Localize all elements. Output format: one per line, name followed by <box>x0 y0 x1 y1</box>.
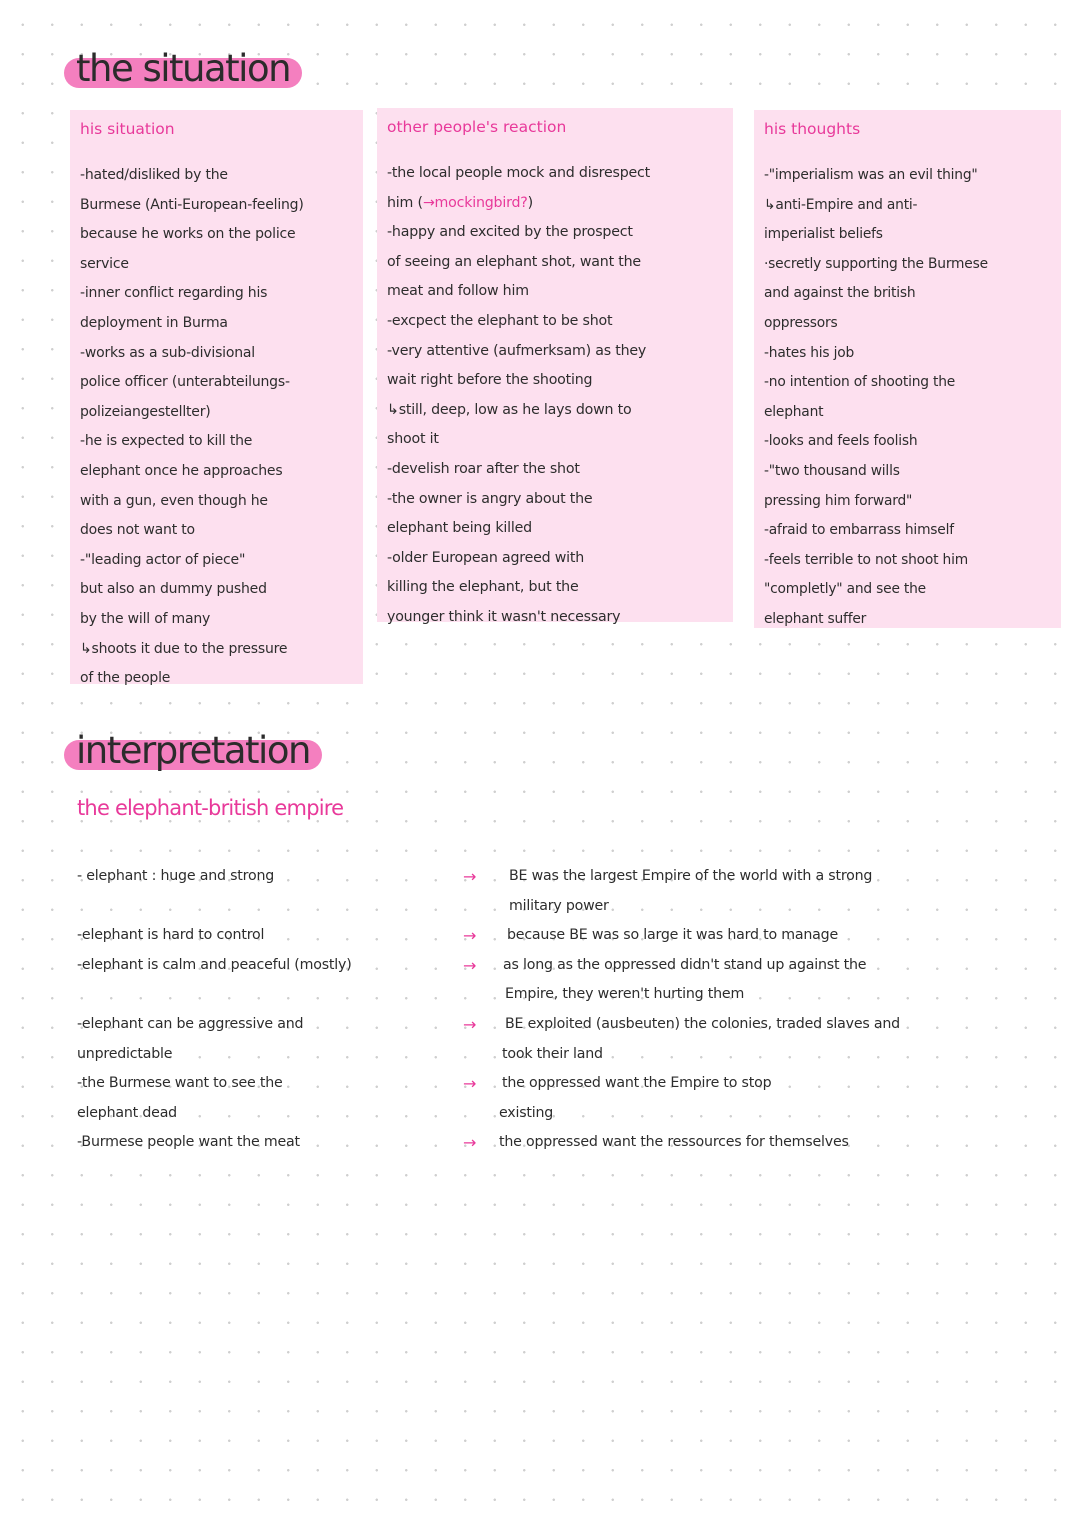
arrow-right-icon: → <box>463 1074 477 1093</box>
interpretation-right-line: existing <box>499 1104 554 1121</box>
his-thoughts-line: ↳anti-Empire and anti- <box>764 196 918 213</box>
interpretation-right-line: BE exploited (ausbeuten) the colonies, traded slaves and <box>505 1015 900 1032</box>
his-situation-line: police officer (unterabteilungs- <box>80 374 290 391</box>
interpretation-left-line: -elephant is calm and peaceful (mostly) <box>77 956 352 973</box>
other-reaction-line: -the owner is angry about the <box>387 490 593 507</box>
his-thoughts-line: oppressors <box>764 314 838 331</box>
interpretation-right-line: the oppressed want the ressources for themselves <box>499 1134 849 1151</box>
his-thoughts-line: -hates his job <box>764 344 855 361</box>
arrow-right-icon: → <box>463 1133 477 1152</box>
his-thoughts-line: and against the british <box>764 285 916 302</box>
interpretation-left-line: unpredictable <box>77 1045 173 1062</box>
his-thoughts-line: -looks and feels foolish <box>764 433 918 450</box>
paren-close: ) <box>527 194 533 211</box>
interpretation-left-line <box>77 892 352 922</box>
his-situation-line: -inner conflict regarding his <box>80 285 268 302</box>
his-situation-line: by the will of many <box>80 610 211 627</box>
other-reaction-line: -older European agreed with <box>387 549 585 566</box>
arrow-right-icon: → <box>463 867 477 886</box>
arrow-right-icon: → <box>463 926 477 945</box>
other-reaction-line-text: him ( <box>387 194 423 211</box>
his-thoughts-line: -no intention of shooting the <box>764 374 956 391</box>
interpretation-right-line: BE was the largest Empire of the world with a strong <box>509 868 873 884</box>
other-reaction-line: -excpect the elephant to be shot <box>387 312 613 329</box>
his-thoughts-title: his thoughts <box>764 120 861 138</box>
his-situation-line: polizeiangestellter) <box>80 403 211 420</box>
other-reaction-line: elephant being killed <box>387 520 532 537</box>
other-reaction-box <box>377 108 733 625</box>
his-thoughts-line: "completly" and see the <box>764 581 926 598</box>
interpretation-right-column <box>499 862 900 1158</box>
interpretation-right-line: because BE was so large it was hard to manage <box>507 927 838 944</box>
interpretation-left-line: - elephant : huge and strong <box>77 868 275 884</box>
his-situation-line: does not want to <box>80 522 195 539</box>
his-thoughts-box <box>754 110 1061 628</box>
other-reaction-line: -happy and excited by the prospect <box>387 224 633 241</box>
interpretation-right-line: as long as the oppressed didn't stand up against the <box>503 956 867 973</box>
his-situation-line: of the people <box>80 670 171 687</box>
his-thoughts-line: ·secretly supporting the Burmese <box>764 255 988 272</box>
other-reaction-line: killing the elephant, but the <box>387 579 579 596</box>
other-reaction-line: -develish roar after the shot <box>387 460 580 477</box>
interpretation-subheading: the elephant-british empire <box>77 796 344 820</box>
other-reaction-line: -very attentive (aufmerksam) as they <box>387 342 647 359</box>
his-thoughts-line: -afraid to embarrass himself <box>764 522 954 539</box>
interpretation-left-line: elephant dead <box>77 1104 177 1121</box>
other-reaction-line: shoot it <box>387 431 439 448</box>
heading-the-situation-text: the situation <box>76 47 291 90</box>
his-situation-line: -works as a sub-divisional <box>80 344 255 361</box>
his-situation-line: deployment in Burma <box>80 314 228 331</box>
arrow-right-icon: → <box>463 956 477 975</box>
his-situation-box <box>70 110 363 687</box>
his-thoughts-line: pressing him forward" <box>764 492 913 509</box>
interpretation-right-line: took their land <box>502 1045 603 1062</box>
interpretation-left-line: -elephant is hard to control <box>77 927 265 944</box>
interpretation-right-line: the oppressed want the Empire to stop <box>502 1075 772 1092</box>
interpretation-left-line: -Burmese people want the meat <box>77 1134 300 1151</box>
other-reaction-line <box>387 189 727 219</box>
arrow-right-icon: → <box>463 1015 477 1034</box>
his-thoughts-line: -"two thousand wills <box>764 462 900 479</box>
mockingbird-note: →mockingbird? <box>422 194 528 211</box>
his-thoughts-line: elephant suffer <box>764 610 867 627</box>
his-situation-line: elephant once he approaches <box>80 462 283 479</box>
his-situation-line: -hated/disliked by the <box>80 167 228 183</box>
interpretation-left-line: -the Burmese want to see the <box>77 1075 283 1092</box>
heading-the-situation <box>64 46 302 93</box>
his-thoughts-line: imperialist beliefs <box>764 226 883 243</box>
interpretation-left-line <box>77 980 352 1010</box>
his-situation-line: with a gun, even though he <box>80 492 268 509</box>
interpretation-right-line: Empire, they weren't hurting them <box>505 986 745 1003</box>
his-thoughts-line: -"imperialism was an evil thing" <box>764 167 978 183</box>
his-situation-line: ↳shoots it due to the pressure <box>80 640 288 657</box>
other-reaction-line: wait right before the shooting <box>387 372 593 389</box>
other-reaction-line: ↳still, deep, low as he lays down to <box>387 401 632 418</box>
heading-interpretation <box>64 728 322 775</box>
his-situation-line: -"leading actor of piece" <box>80 551 246 568</box>
interpretation-left-column <box>77 862 352 1158</box>
other-reaction-line: -the local people mock and disrespect <box>387 165 650 181</box>
his-thoughts-line: elephant <box>764 403 824 420</box>
his-situation-line: because he works on the police <box>80 226 296 243</box>
his-situation-line: service <box>80 255 129 272</box>
other-reaction-line: meat and follow him <box>387 283 529 300</box>
interpretation-left-line: -elephant can be aggressive and <box>77 1015 304 1032</box>
heading-interpretation-text: interpretation <box>76 729 310 772</box>
his-situation-line: but also an dummy pushed <box>80 581 267 598</box>
other-reaction-line: of seeing an elephant shot, want the <box>387 253 641 270</box>
his-situation-title: his situation <box>80 120 175 138</box>
other-reaction-title: other people's reaction <box>387 118 567 136</box>
other-reaction-line: younger think it wasn't necessary <box>387 608 621 625</box>
interpretation-right-line: military power <box>509 897 609 914</box>
his-situation-line: Burmese (Anti-European-feeling) <box>80 196 304 213</box>
his-thoughts-line: -feels terrible to not shoot him <box>764 551 968 568</box>
his-situation-line: -he is expected to kill the <box>80 433 253 450</box>
